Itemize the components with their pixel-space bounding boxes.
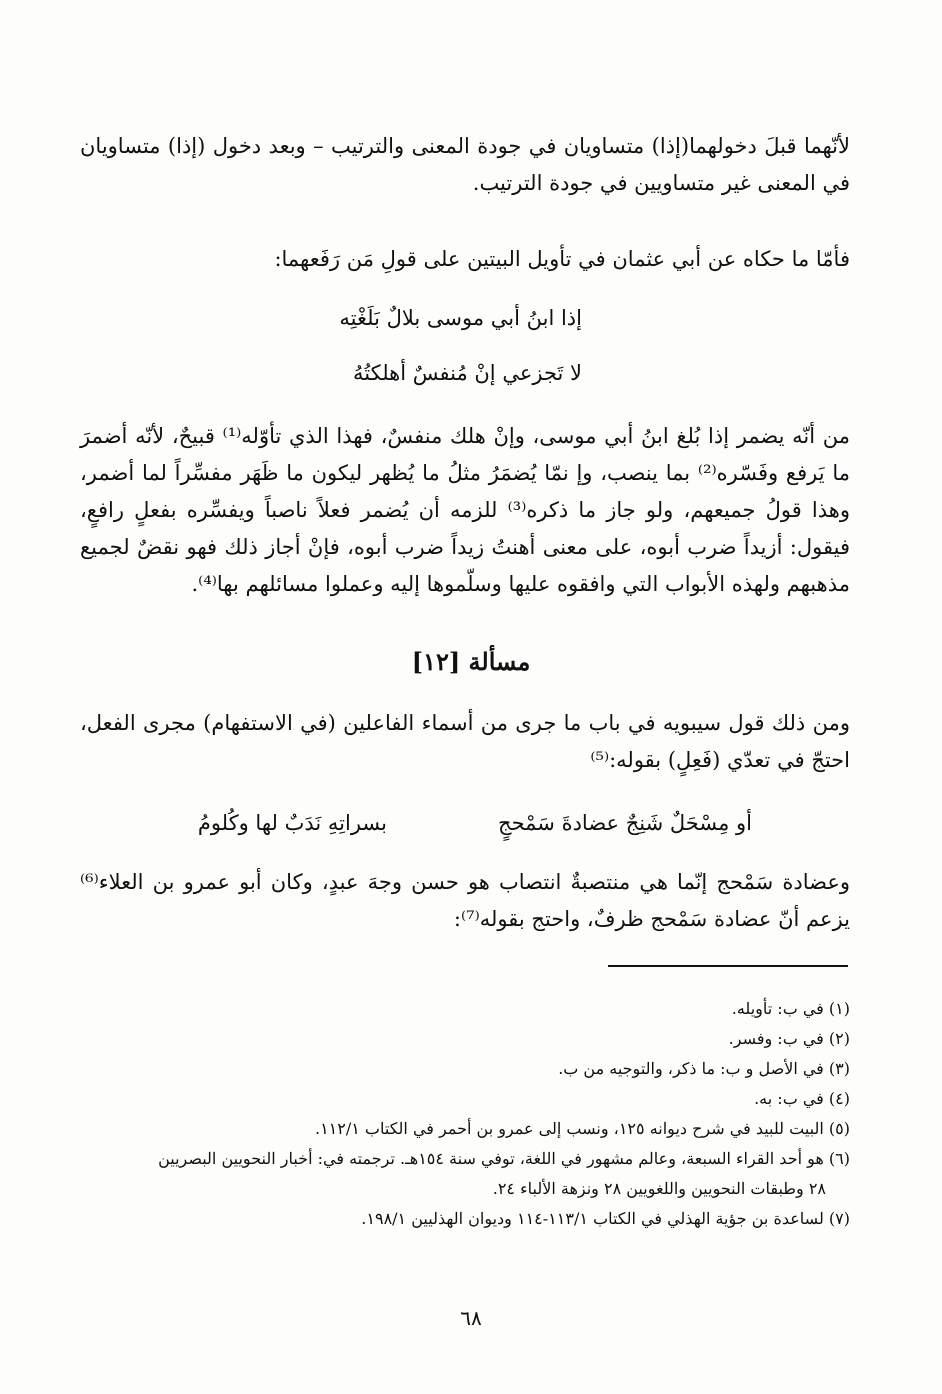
footnote-item: (١) في ب: تأويله. (731, 999, 850, 1018)
section-heading: مسألة [١٢] (411, 647, 531, 676)
footnotes (80, 994, 850, 1234)
paragraph-sibawayh: ومن ذلك قول سيبويه في باب ما جرى من أسماء الفاعلين (في الاستفهام) مجرى الفعل، احتجّ في تعدّي (فَعِلٍ) بقوله:⁽⁵⁾ (80, 711, 850, 772)
footnote-item: (٢) في ب: وفسر. (728, 1029, 850, 1048)
footnote-item: (٥) البيت للبيد في شرح ديوانه ١٢٥، ونسب إلى عمرو بن أحمر في الكتاب ١١٢/١. (314, 1119, 850, 1138)
paragraph-continuation: لأنّهما قبلَ دخولهما(إذا) متساويان في جودة المعنى والترتيب – وبعد دخول (إذا) متساويان في المعنى غير متساويين في جودة الترتيب. (80, 134, 850, 195)
paragraph-abu-amr: وعضادة سَمْحج إنّما هي منتصبةٌ انتصاب هو حسن وجهَ عبدٍ، وكان أبو عمرو بن العلاء⁽⁶⁾ يزعم أنّ عضادة سَمْحج ظرفٌ، واحتج بقوله⁽⁷⁾: (80, 870, 850, 931)
footnote-item: (٧) لساعدة بن جؤية الهذلي في الكتاب ١١٣/١-١١٤ وديوان الهذليين ١٩٨/١. (361, 1209, 850, 1228)
footnote-continuation: ٢٨ وطبقات النحويين واللغويين ٢٨ ونزهة الألباء ٢٤. (492, 1179, 826, 1198)
intro-line: فأمّا ما حكاه عن أبي عثمان في تأويل البيتين على قولِ مَن رَفَعهما: (274, 247, 850, 271)
page-number: ٦٨ (460, 1306, 482, 1330)
verse-2-second-hemistich: بسراتِهِ نَدَبٌ لها وكُلومُ (197, 811, 387, 835)
verse-1-line-1: إذا ابنُ أبي موسى بلالٌ بَلَغْتِه (339, 306, 582, 330)
verse-2-first-hemistich: أو مِسْحَلٌ شَنِجٌ عضادةَ سَمْحجٍ (498, 811, 752, 835)
footnote-item: (٦) هو أحد القراء السبعة، وعالم مشهور في اللغة، توفي سنة ١٥٤هـ. ترجمته في: أخبار النحويين البصريين (158, 1149, 850, 1168)
paragraph-main: من أنّه يضمر إذا بُلغ ابنُ أبي موسى، وإنْ هلك منفسٌ، فهذا الذي تأوّله⁽¹⁾ قبيحٌ، لأنّه أضمرَ ما يَرفع وفَسّره⁽²⁾ بما ينصب، وإ نمّا يُضمَرُ مثلُ ما يُظهر ليكون ما ظَهَر مفسِّراً لما أضمر، وهذا قولُ جميعهم، ولو جاز ما ذكره⁽³⁾ للزمه أن يُضمر فعلاً ناصباً ويفسِّره بفعلٍ رافعٍ، فيقول: أزيداً ضرب أبوه، على معنى أهنتُ زيداً ضرب أبوه، فإنْ أجاز ذلك فهو نقضٌ لجميع مذهبهم ولهذه الأبواب التي وافقوه عليها وسلّموها إليه وعملوا مسائلهم بها⁽⁴⁾. (80, 424, 850, 596)
footnote-separator (608, 965, 848, 967)
verse-1-line-2: لا تَجزعي إنْ مُنفسٌ أهلكتُهُ (353, 361, 582, 385)
footnote-item: (٤) في ب: به. (754, 1089, 850, 1108)
footnote-item: (٣) في الأصل و ب: ما ذكر، والتوجيه من ب. (558, 1059, 850, 1078)
